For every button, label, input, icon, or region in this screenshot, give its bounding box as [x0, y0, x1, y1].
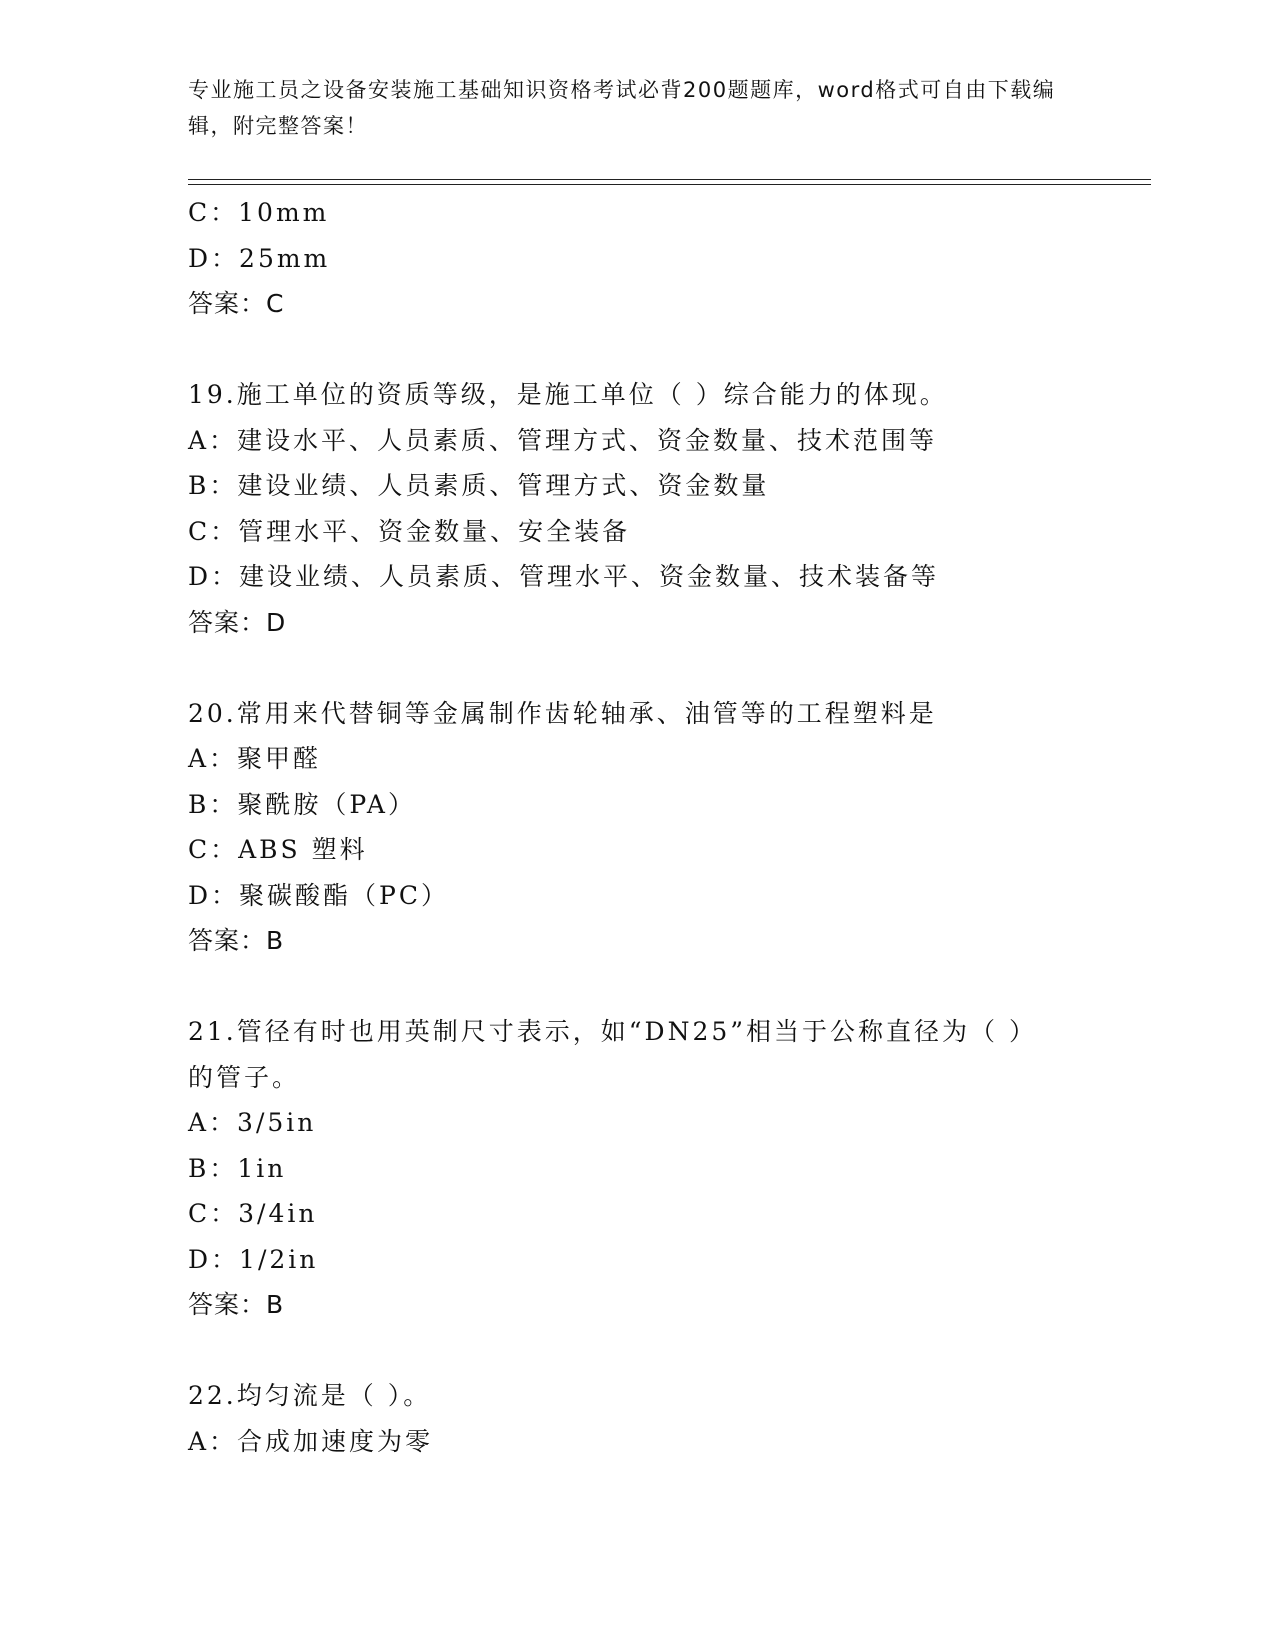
question-19: [188, 372, 1088, 645]
answer: 答案：C: [188, 289, 285, 318]
answer: 答案：B: [188, 1290, 285, 1319]
option-a: A：3/5in: [188, 1108, 317, 1137]
document-header: 专业施工员之设备安装施工基础知识资格考试必背200题题库，word格式可自由下载编辑，附完整答案！: [188, 78, 1056, 138]
option-d: D：1/2in: [188, 1244, 319, 1274]
spacer: [188, 1328, 1088, 1374]
option-b: B：1in: [188, 1153, 287, 1183]
question-stem: 22.均匀流是（ ）。: [188, 1381, 432, 1410]
option-b: B：建设业绩、人员素质、管理方式、资金数量: [188, 471, 770, 500]
option-d: D：聚碳酸酯（PC）: [188, 880, 449, 910]
option-a: A：聚甲醛: [188, 744, 322, 773]
option-c: C：10mm: [188, 198, 330, 227]
answer: 答案：B: [188, 926, 285, 955]
option-c: C：管理水平、资金数量、安全装备: [188, 516, 631, 546]
spacer: [188, 645, 1088, 691]
answer: 答案：D: [188, 607, 287, 637]
option-a: A：建设水平、人员素质、管理方式、资金数量、技术范围等: [188, 425, 938, 455]
question-20: [188, 691, 1088, 964]
option-a: A：合成加速度为零: [188, 1426, 434, 1456]
option-c: C：ABS 塑料: [188, 835, 368, 864]
header-divider-top: [188, 179, 1151, 180]
question-21: [188, 1009, 1088, 1328]
option-c: C：3/4in: [188, 1199, 318, 1228]
previous-question: [188, 190, 1088, 327]
question-content: [188, 190, 1088, 1464]
question-stem: 20.常用来代替铜等金属制作齿轮轴承、油管等的工程塑料是: [188, 698, 937, 728]
spacer: [188, 327, 1088, 373]
option-d: D：25mm: [188, 243, 331, 273]
question-stem: 19.施工单位的资质等级，是施工单位（ ）综合能力的体现。: [188, 380, 948, 409]
option-d: D：建设业绩、人员素质、管理水平、资金数量、技术装备等: [188, 562, 940, 591]
question-22: [188, 1373, 1088, 1464]
header-divider-bottom: [188, 184, 1151, 185]
question-stem: 21.管径有时也用英制尺寸表示，如“DN25”相当于公称直径为（ ）的管子。: [188, 1017, 1025, 1092]
option-b: B：聚酰胺（PA）: [188, 789, 416, 819]
spacer: [188, 964, 1088, 1010]
